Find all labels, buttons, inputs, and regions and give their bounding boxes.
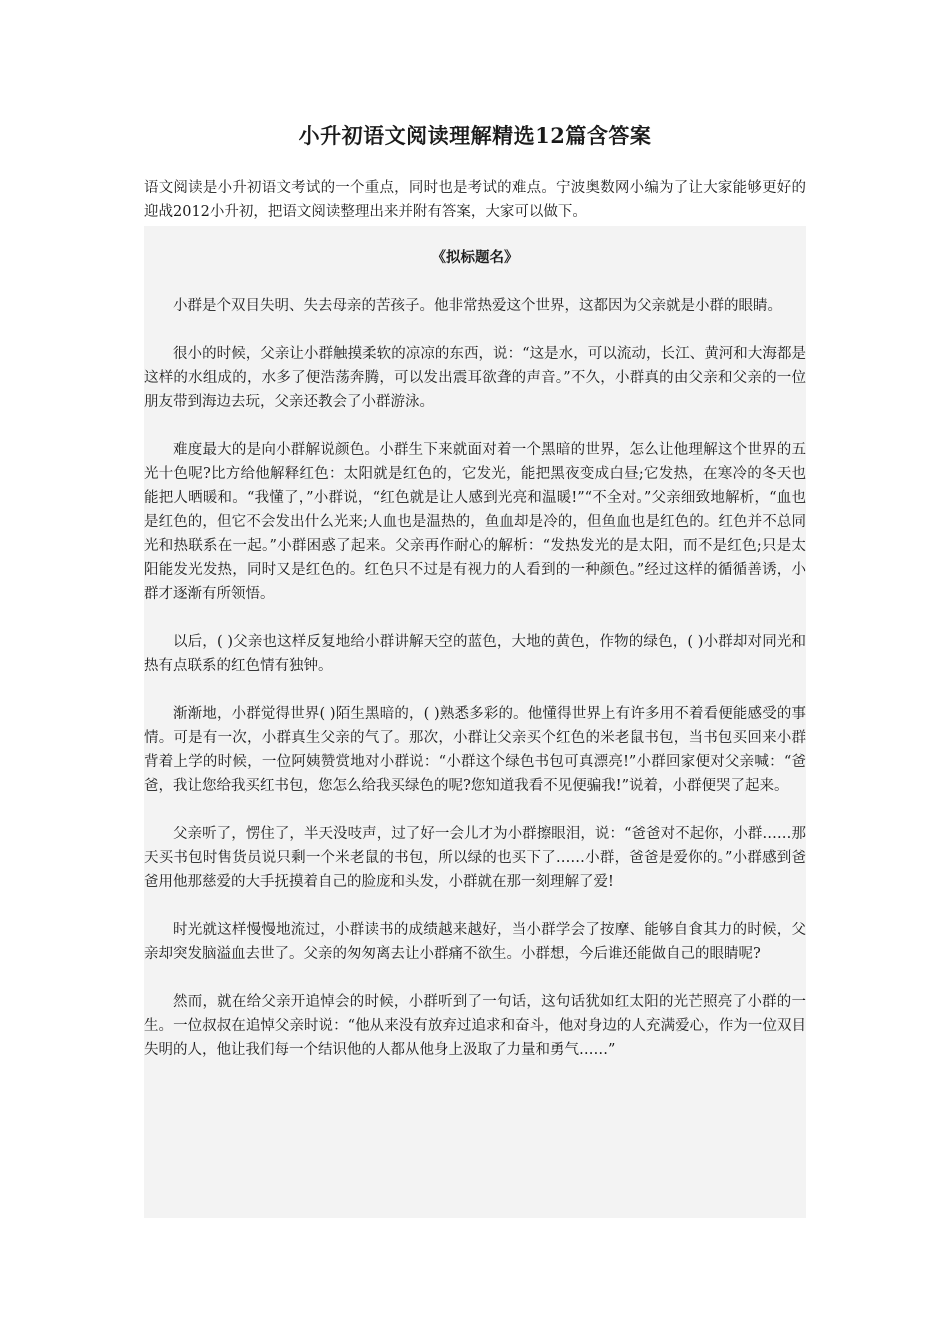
article-paragraph: 渐渐地，小群觉得世界( )陌生黑暗的，( )熟悉多彩的。他懂得世界上有许多用不着看便能感受的事情。可是有一次，小群真生父亲的气了。那次，小群让父亲买个红色的米老鼠书包，当书包买回来小群背着上学的时候，一位阿姨赞赏地对小群说：“小群这个绿色书包可真漂亮!”小群回家便对父亲喊：“爸爸，我让您给我买红书包，您怎么给我买绿色的呢?您知道我看不见便骗我!”说着，小群便哭了起来。 (144, 706, 806, 794)
article-paragraph: 以后，( )父亲也这样反复地给小群讲解天空的蓝色，大地的黄色，作物的绿色，( )小群却对同光和热有点联系的红色情有独钟。 (144, 634, 806, 674)
article-paragraph: 时光就这样慢慢地流过，小群读书的成绩越来越好，当小群学会了按摩、能够自食其力的时候，父亲却突发脑溢血去世了。父亲的匆匆离去让小群痛不欲生。小群想，今后谁还能做自己的眼睛呢? (144, 922, 806, 962)
article-block (144, 226, 806, 1218)
article-paragraph: 难度最大的是向小群解说颜色。小群生下来就面对着一个黑暗的世界，怎么让他理解这个世界的五光十色呢?比方给他解释红色：太阳就是红色的，它发光，能把黑夜变成白昼;它发热，在寒冷的冬天也能把人晒暖和。“我懂了，”小群说，“红色就是让人感到光亮和温暖!”“不全对。”父亲细致地解析，“血也是红色的，但它不会发出什么光来;人血也是温热的，鱼血却是冷的，但鱼血也是红色的。红色并不总同光和热联系在一起。”小群困惑了起来。父亲再作耐心的解析：“发热发光的是太阳，而不是红色;只是太阳能发光发热，同时又是红色的。红色只不过是有视力的人看到的一种颜色。”经过这样的循循善诱，小群才逐渐有所领悟。 (144, 442, 806, 602)
article-paragraph: 父亲听了，愣住了，半天没吱声，过了好一会儿才为小群擦眼泪，说：“爸爸对不起你，小群……那天买书包时售货员说只剩一个米老鼠的书包，所以绿的也买下了……小群，爸爸是爱你的。”小群感到爸爸用他那慈爱的大手抚摸着自己的脸庞和头发，小群就在那一刻理解了爱! (144, 826, 806, 890)
intro-paragraph: 语文阅读是小升初语文考试的一个重点，同时也是考试的难点。宁波奥数网小编为了让大家能够更好的迎战2012小升初，把语文阅读整理出来并附有答案，大家可以做下。 (144, 180, 806, 220)
article-paragraph: 然而，就在给父亲开追悼会的时候，小群听到了一句话，这句话犹如红太阳的光芒照亮了小群的一生。一位叔叔在追悼父亲时说：“他从来没有放弃过追求和奋斗，他对身边的人充满爱心，作为一位双目失明的人，他让我们每一个结识他的人都从他身上汲取了力量和勇气……” (144, 994, 806, 1058)
article-paragraph: 小群是个双目失明、失去母亲的苦孩子。他非常热爱这个世界，这都因为父亲就是小群的眼睛。 (173, 298, 782, 314)
article-paragraph: 很小的时候，父亲让小群触摸柔软的凉凉的东西，说：“这是水，可以流动，长江、黄河和大海都是这样的水组成的，水多了便浩荡奔腾，可以发出震耳欲聋的声音。”不久，小群真的由父亲和父亲的一位朋友带到海边去玩，父亲还教会了小群游泳。 (144, 346, 806, 410)
article-title: 《拟标题名》 (431, 249, 519, 266)
document-title: 小升初语文阅读理解精选12篇含答案 (298, 123, 652, 148)
